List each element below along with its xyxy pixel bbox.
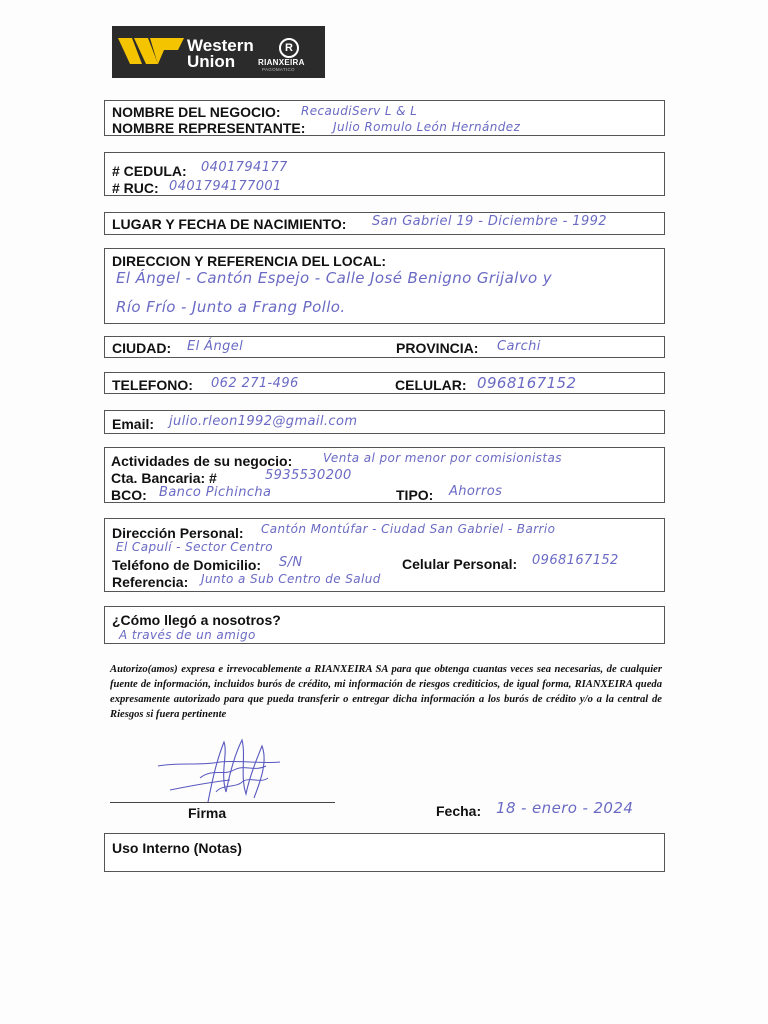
mobile-value[interactable]: 0968167152 bbox=[477, 374, 577, 392]
signature-line bbox=[110, 802, 335, 803]
referral-section bbox=[104, 606, 665, 644]
logo-text-western: Western bbox=[187, 36, 254, 55]
birth-section bbox=[104, 212, 665, 235]
province-value[interactable]: Carchi bbox=[497, 339, 541, 354]
id-section bbox=[104, 152, 665, 196]
activities-label: Actividades de su negocio: bbox=[111, 453, 293, 469]
referral-value[interactable]: A través de un amigo bbox=[119, 628, 256, 642]
account-label: Cta. Bancaria: # bbox=[111, 470, 217, 486]
personal-address-line1[interactable]: Cantón Montúfar - Ciudad San Gabriel - Barrio bbox=[261, 522, 556, 536]
reference-value[interactable]: Junto a Sub Centro de Salud bbox=[201, 572, 381, 586]
business-name-label: NOMBRE DEL NEGOCIO: bbox=[112, 104, 281, 120]
account-type-label: TIPO: bbox=[396, 487, 434, 503]
city-section bbox=[104, 336, 665, 358]
signature-scribble bbox=[150, 732, 290, 810]
home-phone-label: Teléfono de Domicilio: bbox=[112, 557, 262, 573]
city-label: CIUDAD: bbox=[112, 340, 172, 356]
internal-notes-label: Uso Interno (Notas) bbox=[112, 840, 242, 856]
registered-mark: R bbox=[279, 38, 299, 58]
mobile-label: CELULAR: bbox=[395, 377, 467, 393]
firma-label: Firma bbox=[188, 805, 227, 821]
email-section bbox=[104, 410, 665, 434]
local-address-section bbox=[104, 248, 665, 324]
local-address-label: DIRECCION Y REFERENCIA DEL LOCAL: bbox=[112, 253, 387, 269]
representative-value[interactable]: Julio Romulo León Hernández bbox=[333, 120, 521, 134]
reference-label: Referencia: bbox=[112, 574, 189, 590]
personal-mobile-value[interactable]: 0968167152 bbox=[532, 553, 619, 568]
ruc-label: # RUC: bbox=[112, 180, 159, 196]
logo-brand-rianxeira: RIANXEIRA bbox=[258, 58, 305, 67]
city-value[interactable]: El Ángel bbox=[187, 339, 244, 354]
personal-address-line2[interactable]: El Capulí - Sector Centro bbox=[116, 540, 274, 554]
account-type-value[interactable]: Ahorros bbox=[449, 484, 503, 499]
home-phone-value[interactable]: S/N bbox=[279, 555, 303, 570]
phone-section bbox=[104, 372, 665, 394]
activities-value[interactable]: Venta al por menor por comisionistas bbox=[323, 451, 562, 465]
ruc-value[interactable]: 0401794177001 bbox=[169, 179, 282, 194]
personal-section bbox=[104, 518, 665, 592]
business-section bbox=[104, 100, 665, 136]
business-name-value[interactable]: RecaudiServ L & L bbox=[301, 104, 418, 118]
date-value[interactable]: 18 - enero - 2024 bbox=[496, 799, 634, 817]
date-label: Fecha: bbox=[436, 803, 482, 819]
activity-section bbox=[104, 447, 665, 503]
western-union-logo bbox=[112, 26, 325, 78]
logo-brand-sub: PAGOMATICO bbox=[262, 67, 295, 72]
province-label: PROVINCIA: bbox=[396, 340, 479, 356]
birth-value[interactable]: San Gabriel 19 - Diciembre - 1992 bbox=[372, 214, 607, 229]
consent-text: Autorizo(amos) expresa e irrevocablemente a RIANXEIRA SA para que obtenga cuantas veces sea necesarias, de cualquier fuente de información, incluidos burós de crédito, mi información de riesgos crediticios, de igual forma, RIANXEIRA queda expresamente autorizado para que pueda transferir o entregar dicha información a los burós de crédito y/o a la central de Riesgos si fuera pertinente bbox=[110, 664, 662, 720]
email-value[interactable]: julio.rleon1992@gmail.com bbox=[169, 414, 358, 429]
email-label: Email: bbox=[112, 416, 155, 432]
representative-label: NOMBRE REPRESENTANTE: bbox=[112, 120, 306, 136]
personal-address-label: Dirección Personal: bbox=[112, 525, 244, 541]
cedula-value[interactable]: 0401794177 bbox=[201, 160, 288, 175]
phone-label: TELEFONO: bbox=[112, 377, 193, 393]
internal-notes-section bbox=[104, 833, 665, 872]
cedula-label: # CEDULA: bbox=[112, 163, 187, 179]
western-union-mark-icon bbox=[118, 36, 184, 66]
bank-label: BCO: bbox=[111, 487, 147, 503]
bank-value[interactable]: Banco Pichincha bbox=[159, 485, 272, 500]
birth-label: LUGAR Y FECHA DE NACIMIENTO: bbox=[112, 216, 347, 232]
referral-label: ¿Cómo llegó a nosotros? bbox=[112, 612, 281, 628]
local-address-line2[interactable]: Río Frío - Junto a Frang Pollo. bbox=[116, 298, 346, 316]
personal-mobile-label: Celular Personal: bbox=[402, 556, 518, 572]
phone-value[interactable]: 062 271-496 bbox=[211, 376, 299, 391]
logo-text-union: Union bbox=[187, 52, 236, 71]
account-value[interactable]: 5935530200 bbox=[265, 468, 352, 483]
local-address-line1[interactable]: El Ángel - Cantón Espejo - Calle José Benigno Grijalvo y bbox=[116, 269, 553, 287]
